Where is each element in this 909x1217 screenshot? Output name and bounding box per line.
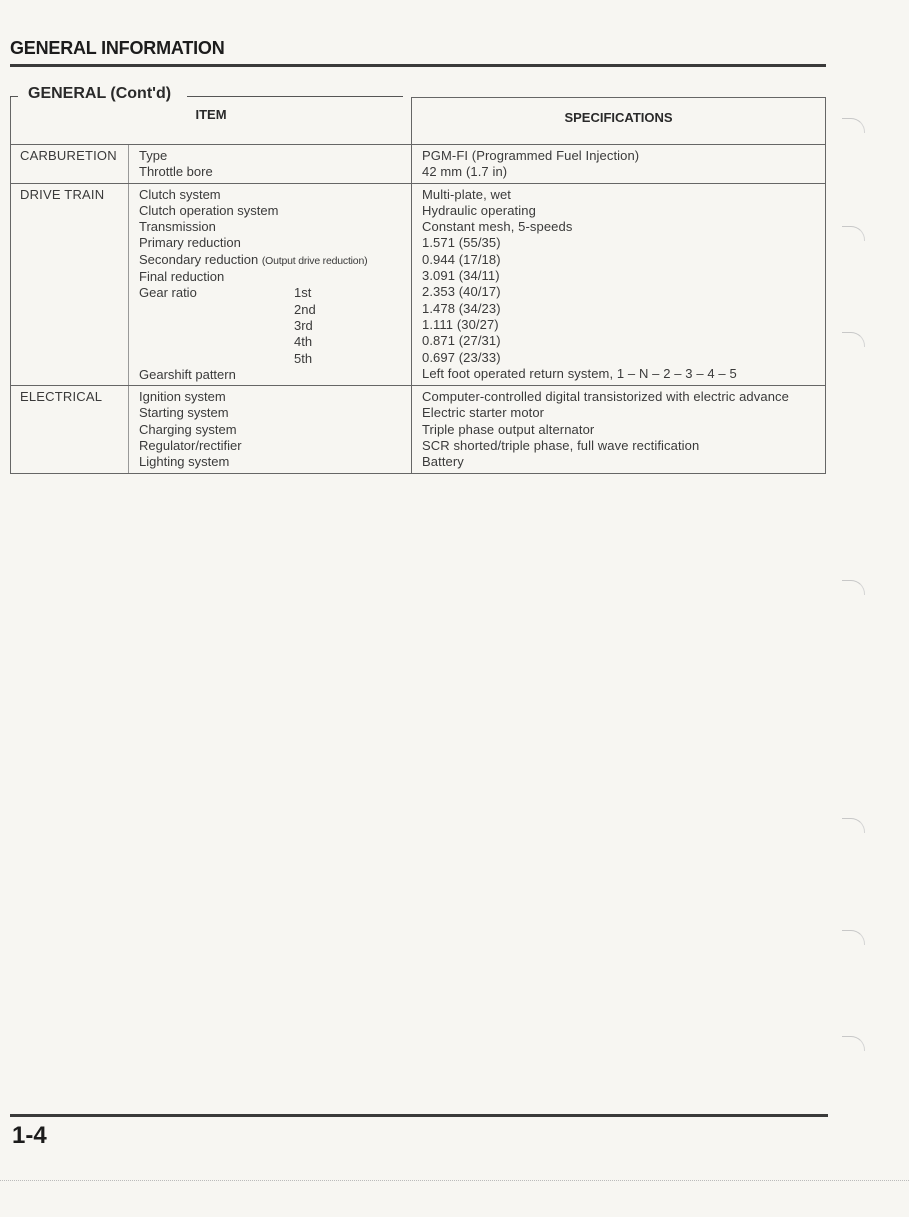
gear-row-3rd — [139, 318, 411, 334]
spec-final-reduction: 3.091 (34/11) — [422, 268, 500, 284]
category-label: DRIVE TRAIN — [11, 183, 129, 386]
page-title: GENERAL INFORMATION — [10, 38, 225, 58]
spec-cell — [412, 386, 826, 473]
item-regulator-rectifier: Regulator/rectifier — [139, 438, 242, 454]
spec-gear-1st: 2.353 (40/17) — [422, 284, 501, 300]
binder-ring-mark — [842, 118, 865, 133]
page-number: 1-4 — [12, 1122, 47, 1149]
spec-primary-reduction: 1.571 (55/35) — [422, 235, 501, 251]
item-gear-ratio-row — [139, 285, 411, 301]
item-cell — [129, 145, 412, 184]
binder-ring-mark — [842, 930, 865, 945]
spec-cell — [412, 183, 826, 386]
spec-throttle-bore: 42 mm (1.7 in) — [422, 164, 508, 180]
gear-1st: 1st — [294, 285, 312, 301]
spec-gear-3rd: 1.111 (30/27) — [422, 316, 499, 332]
item-primary-reduction: Primary reduction — [139, 235, 241, 251]
item-charging-system: Charging system — [139, 421, 237, 437]
item-cell — [129, 386, 412, 473]
item-gearshift-pattern: Gearshift pattern — [139, 366, 236, 382]
binder-ring-mark — [842, 818, 865, 833]
item-clutch-system: Clutch system — [139, 186, 221, 202]
gear-row-5th — [139, 351, 411, 367]
gear-3rd: 3rd — [294, 317, 313, 333]
binder-ring-mark — [842, 226, 865, 241]
gear-2nd: 2nd — [294, 301, 316, 317]
specifications-table — [10, 97, 826, 474]
specifications-column-header: SPECIFICATIONS — [412, 98, 826, 145]
spec-gear-2nd: 1.478 (34/23) — [422, 300, 501, 316]
header-rule — [10, 64, 826, 67]
spec-secondary-reduction: 0.944 (17/18) — [422, 251, 501, 267]
category-label: ELECTRICAL — [11, 386, 129, 473]
spec-clutch-operation-system: Hydraulic operating — [422, 202, 536, 218]
spec-lighting-system: Battery — [422, 454, 464, 470]
spec-gear-4th: 0.871 (27/31) — [422, 333, 501, 349]
footer-rule — [10, 1114, 828, 1117]
page-edge-dots — [0, 1180, 909, 1182]
spec-type: PGM-FI (Programmed Fuel Injection) — [422, 148, 640, 163]
spec-transmission: Constant mesh, 5-speeds — [422, 219, 573, 235]
spec-clutch-system: Multi-plate, wet — [422, 186, 512, 202]
item-secondary-reduction-row — [139, 252, 411, 269]
binder-ring-mark — [842, 1036, 865, 1051]
table-row-drive-train — [11, 183, 826, 386]
binder-ring-mark — [842, 332, 865, 347]
item-final-reduction: Final reduction — [139, 269, 225, 285]
item-clutch-operation-system: Clutch operation system — [139, 202, 279, 218]
gear-row-2nd — [139, 302, 411, 318]
item-starting-system: Starting system — [139, 405, 229, 421]
spec-charging-system: Triple phase output alternator — [422, 421, 595, 437]
item-cell — [129, 183, 412, 386]
table-row-carburetion — [11, 145, 826, 184]
spec-gearshift-pattern: Left foot operated return system, 1 – N – 2 – 3 – 4 – 5 — [422, 365, 737, 381]
item-throttle-bore: Throttle bore — [139, 164, 213, 180]
item-lighting-system: Lighting system — [139, 454, 230, 470]
item-gear-ratio: Gear ratio — [139, 285, 197, 301]
item-secondary-reduction: Secondary reduction — [139, 251, 259, 267]
item-secondary-reduction-note: (Output drive reduction) — [261, 254, 368, 267]
gear-5th: 5th — [294, 350, 313, 366]
spec-regulator-rectifier: SCR shorted/triple phase, full wave rectification — [422, 438, 700, 454]
binder-ring-mark — [842, 580, 865, 595]
item-ignition-system: Ignition system — [139, 389, 226, 405]
category-label: CARBURETION — [11, 145, 129, 184]
spec-ignition-system: Computer-controlled digital transistorized with electric advance — [422, 389, 789, 405]
table-row-electrical — [11, 386, 826, 473]
gear-row-4th — [139, 334, 411, 350]
spec-cell — [412, 145, 826, 184]
item-transmission: Transmission — [139, 219, 216, 235]
section-title: GENERAL (Cont'd) — [28, 85, 172, 102]
spec-gear-5th: 0.697 (23/33) — [422, 349, 501, 365]
spec-starting-system: Electric starter motor — [422, 405, 545, 421]
item-type: Type — [139, 148, 168, 163]
item-column-header: ITEM — [11, 98, 412, 145]
gear-4th: 4th — [294, 334, 313, 350]
